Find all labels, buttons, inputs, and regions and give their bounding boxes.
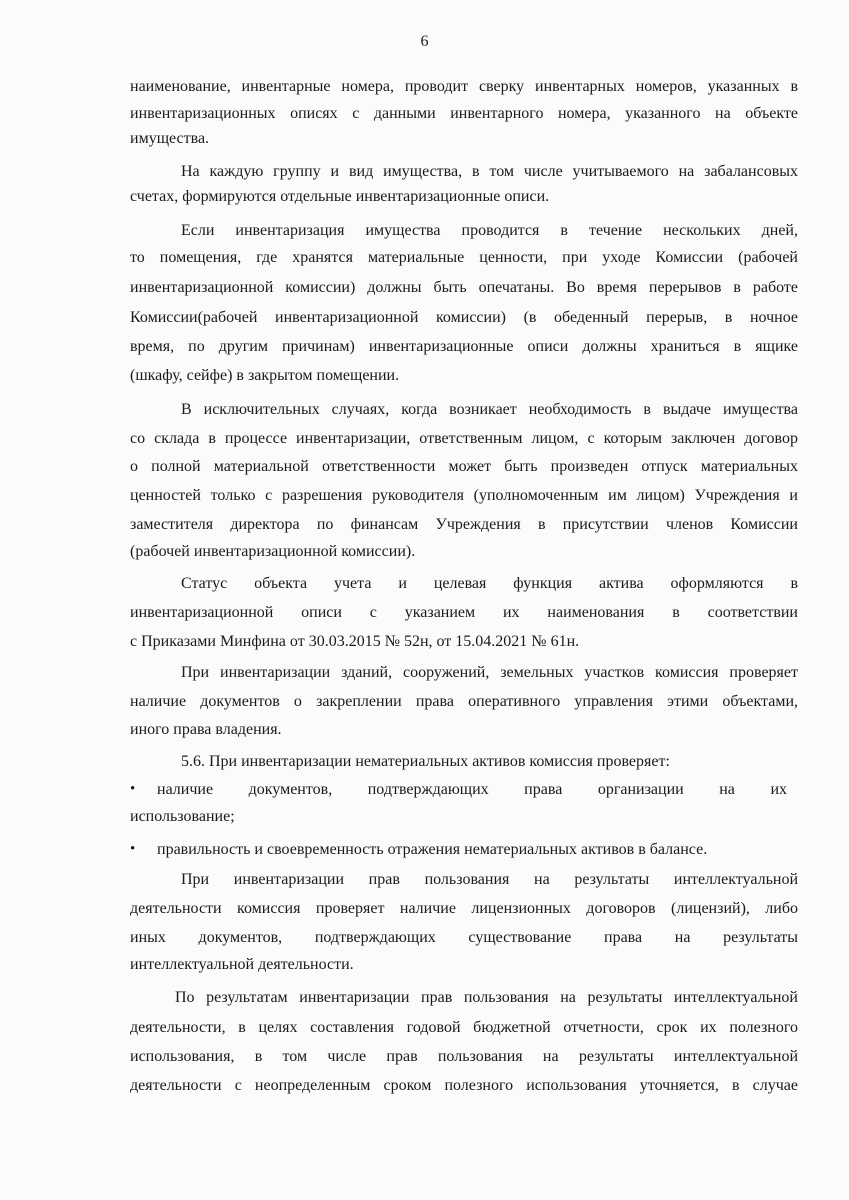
text-line: интеллектуальной деятельности. — [130, 956, 354, 973]
text-line: деятельности с неопределенным сроком полезного использования уточняется, в случае — [130, 1077, 798, 1094]
bullet-dot: • — [130, 841, 136, 857]
text-line: ценностей только с разрешения руководителя (уполномоченным им лицом) Учреждения и — [130, 487, 798, 504]
text-line: то помещения, где хранятся материальные ценности, при уходе Комиссии (рабочей — [130, 249, 798, 266]
page-number: 6 — [420, 33, 429, 50]
text-line: имущества. — [130, 130, 210, 147]
section-heading-line: 5.6. При инвентаризации нематериальных активов комиссия проверяет: — [181, 753, 670, 770]
paragraph-start-line: На каждую группу и вид имущества, в том числе учитываемого на забалансовых — [181, 163, 798, 180]
text-line: наименование, инвентарные номера, проводит сверку инвентарных номеров, указанных в — [130, 78, 798, 95]
text-line: с Приказами Минфина от 30.03.2015 № 52н, от 15.04.2021 № 61н. — [130, 633, 580, 650]
paragraph-start-line: По результатам инвентаризации прав пользования на результаты интеллектуальной — [175, 989, 798, 1006]
text-line: Комиссии(рабочей инвентаризационной комиссии) (в обеденный перерыв, в ночное — [130, 309, 798, 326]
text-line: инвентаризационной комиссии) должны быть опечатаны. Во время перерывов в работе — [130, 279, 798, 296]
text-line: о полной материальной ответственности может быть произведен отпуск материальных — [130, 458, 798, 475]
text-line: (шкафу, сейфе) в закрытом помещении. — [130, 367, 400, 384]
text-line: иных документов, подтверждающих существование права на результаты — [130, 929, 798, 946]
paragraph-start-line: В исключительных случаях, когда возникает необходимость в выдаче имущества — [181, 401, 798, 418]
text-line: использование; — [130, 808, 235, 825]
text-line: со склада в процессе инвентаризации, ответственным лицом, с которым заключен договор — [130, 430, 798, 447]
text-line: время, по другим причинам) инвентаризационные описи должны храниться в ящике — [130, 338, 798, 355]
bullet-item-line: правильность и своевременность отражения нематериальных активов в балансе. — [157, 841, 708, 858]
text-line: наличие документов о закреплении права оперативного управления этими объектами, — [130, 693, 798, 710]
text-line: счетах, формируются отдельные инвентаризационные описи. — [130, 188, 550, 205]
text-line: использования, в том числе прав пользования на результаты интеллектуальной — [130, 1048, 798, 1065]
bullet-item-line: наличие документов, подтверждающих права организации на их — [157, 781, 787, 798]
bullet-dot: • — [130, 781, 136, 797]
text-line: инвентаризационной описи с указанием их наименования в соответствии — [130, 604, 798, 621]
text-line: заместителя директора по финансам Учреждения в присутствии членов Комиссии — [130, 516, 798, 533]
paragraph-start-line: При инвентаризации прав пользования на результаты интеллектуальной — [181, 871, 798, 888]
paragraph-start-line: Статус объекта учета и целевая функция актива оформляются в — [181, 575, 798, 592]
paragraph-start-line: Если инвентаризация имущества проводится в течение нескольких дней, — [181, 222, 798, 239]
text-line: инвентаризационных описях с данными инвентарного номера, указанного на объекте — [130, 105, 798, 122]
text-line: (рабочей инвентаризационной комиссии). — [130, 543, 416, 560]
text-line: иного права владения. — [130, 721, 282, 738]
text-line: деятельности, в целях составления годовой бюджетной отчетности, срок их полезного — [130, 1019, 798, 1036]
text-line: деятельности комиссия проверяет наличие лицензионных договоров (лицензий), либо — [130, 900, 798, 917]
paragraph-start-line: При инвентаризации зданий, сооружений, земельных участков комиссия проверяет — [181, 664, 798, 681]
